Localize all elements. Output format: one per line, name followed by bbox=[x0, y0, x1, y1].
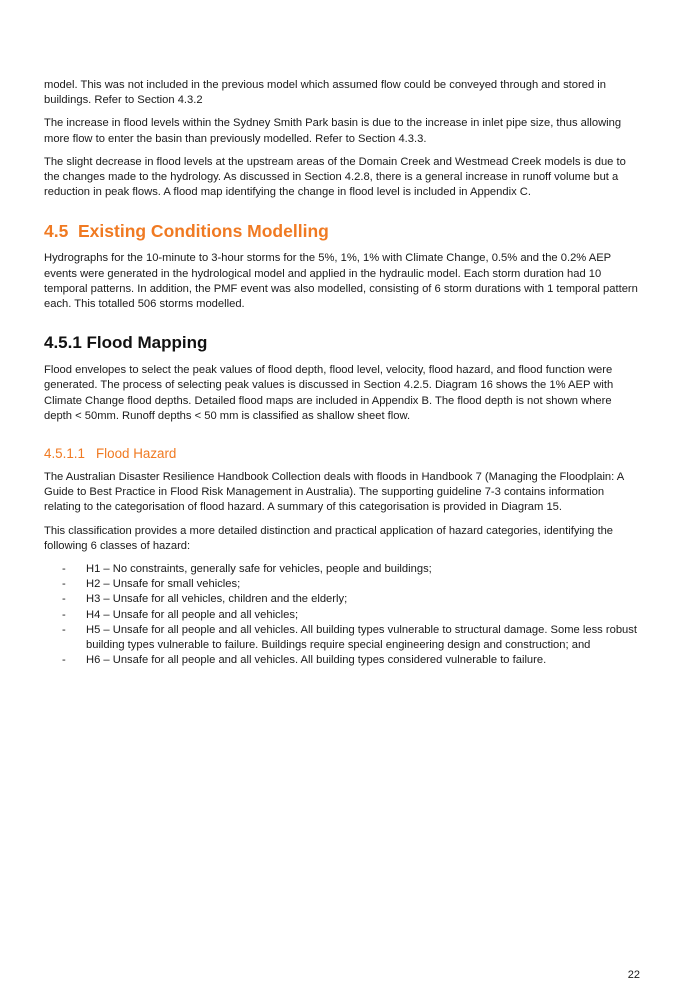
subsubsection-heading-4-5-1-1 bbox=[44, 445, 642, 463]
list-item bbox=[44, 608, 642, 623]
body-paragraph: The slight decrease in flood levels at the upstream areas of the Domain Creek and Westmead Creek models is due to the changes made to the hydrology. As discussed in Section 4.2.8, there is a general increase in runoff volume but a reduction in peak flows. A flood map identifying the change in flood level is included in Appendix C. bbox=[44, 155, 626, 199]
body-paragraph: The increase in flood levels within the Sydney Smith Park basin is due to the increase in inlet pipe size, thus allowing more flow to enter the basin than previously modelled. Refer to Section 4.3.3. bbox=[44, 117, 622, 145]
body-paragraph: This classification provides a more detailed distinction and practical application of hazard categories, identifying the following 6 classes of hazard: bbox=[44, 524, 614, 552]
section-heading-4-5 bbox=[44, 220, 642, 242]
list-item bbox=[44, 623, 642, 653]
body-paragraph: Flood envelopes to select the peak values of flood depth, flood level, velocity, flood hazard, and flood function were generated. The process of selecting peak values is discussed in Section 4.2.5. Diagram 16 shows the 1% AEP with Climate Change flood depths. Detailed flood maps are included in Appendix B. The flood depth is not shown where depth < 50mm. Runoff depths < 50 mm is classified as shallow sheet flow. bbox=[44, 364, 614, 422]
bullet-dash: - bbox=[62, 623, 66, 636]
hazard-class-text: H6 – Unsafe for all people and all vehicles. All building types considered vulnerable to failure. bbox=[86, 654, 547, 667]
hazard-class-text: H1 – No constraints, generally safe for vehicles, people and buildings; bbox=[86, 563, 432, 576]
hazard-class-list bbox=[44, 562, 642, 668]
list-item bbox=[44, 592, 642, 607]
hazard-class-text: H4 – Unsafe for all people and all vehicles; bbox=[86, 608, 299, 621]
section-title: Existing Conditions Modelling bbox=[78, 221, 329, 242]
bullet-dash: - bbox=[62, 654, 66, 667]
body-paragraph: Hydrographs for the 10-minute to 3-hour storms for the 5%, 1%, 1% with Climate Change, 0.5% and the 0.2% AEP events were generated in the hydrological model and applied in the hydraulic model. Each storm duration had 10 temporal patterns. In addition, the PMF event was also modelled, consisting of 6 storm durations with 1 temporal pattern each. This totalled 506 storms modelled. bbox=[44, 252, 638, 311]
list-item bbox=[44, 562, 642, 577]
hazard-class-text: H3 – Unsafe for all vehicles, children and the elderly; bbox=[86, 593, 348, 606]
document-page bbox=[44, 78, 642, 668]
bullet-dash: - bbox=[62, 563, 66, 576]
hazard-class-text: H2 – Unsafe for small vehicles; bbox=[86, 578, 241, 591]
section-number: 4.5.1.1 bbox=[44, 446, 85, 462]
list-item bbox=[44, 653, 642, 668]
list-item bbox=[44, 577, 642, 592]
bullet-dash: - bbox=[62, 578, 66, 591]
body-paragraph: model. This was not included in the previous model which assumed flow could be conveyed through and stored in buildings. Refer to Section 4.3.2 bbox=[44, 79, 606, 107]
section-title: Flood Hazard bbox=[96, 446, 177, 462]
subsection-heading-4-5-1: 4.5.1 Flood Mapping bbox=[44, 333, 208, 353]
body-paragraph: The Australian Disaster Resilience Handbook Collection deals with floods in Handbook 7 (Managing the Floodplain: A Guide to Best Practice in Flood Risk Management in Australia). The supporting guideline 7-3 contains information relating to the categorisation of flood hazard. A summary of this categorisation is provided in Diagram 15. bbox=[44, 471, 624, 514]
page-number: 22 bbox=[627, 969, 640, 981]
section-number: 4.5 bbox=[44, 221, 69, 242]
bullet-dash: - bbox=[62, 593, 66, 606]
hazard-class-text: H5 – Unsafe for all people and all vehicles. All building types vulnerable to structural damage. Some less robust building types vulnerable to failure. Buildings require special engineering design and construction; and bbox=[86, 623, 637, 652]
bullet-dash: - bbox=[62, 608, 66, 621]
